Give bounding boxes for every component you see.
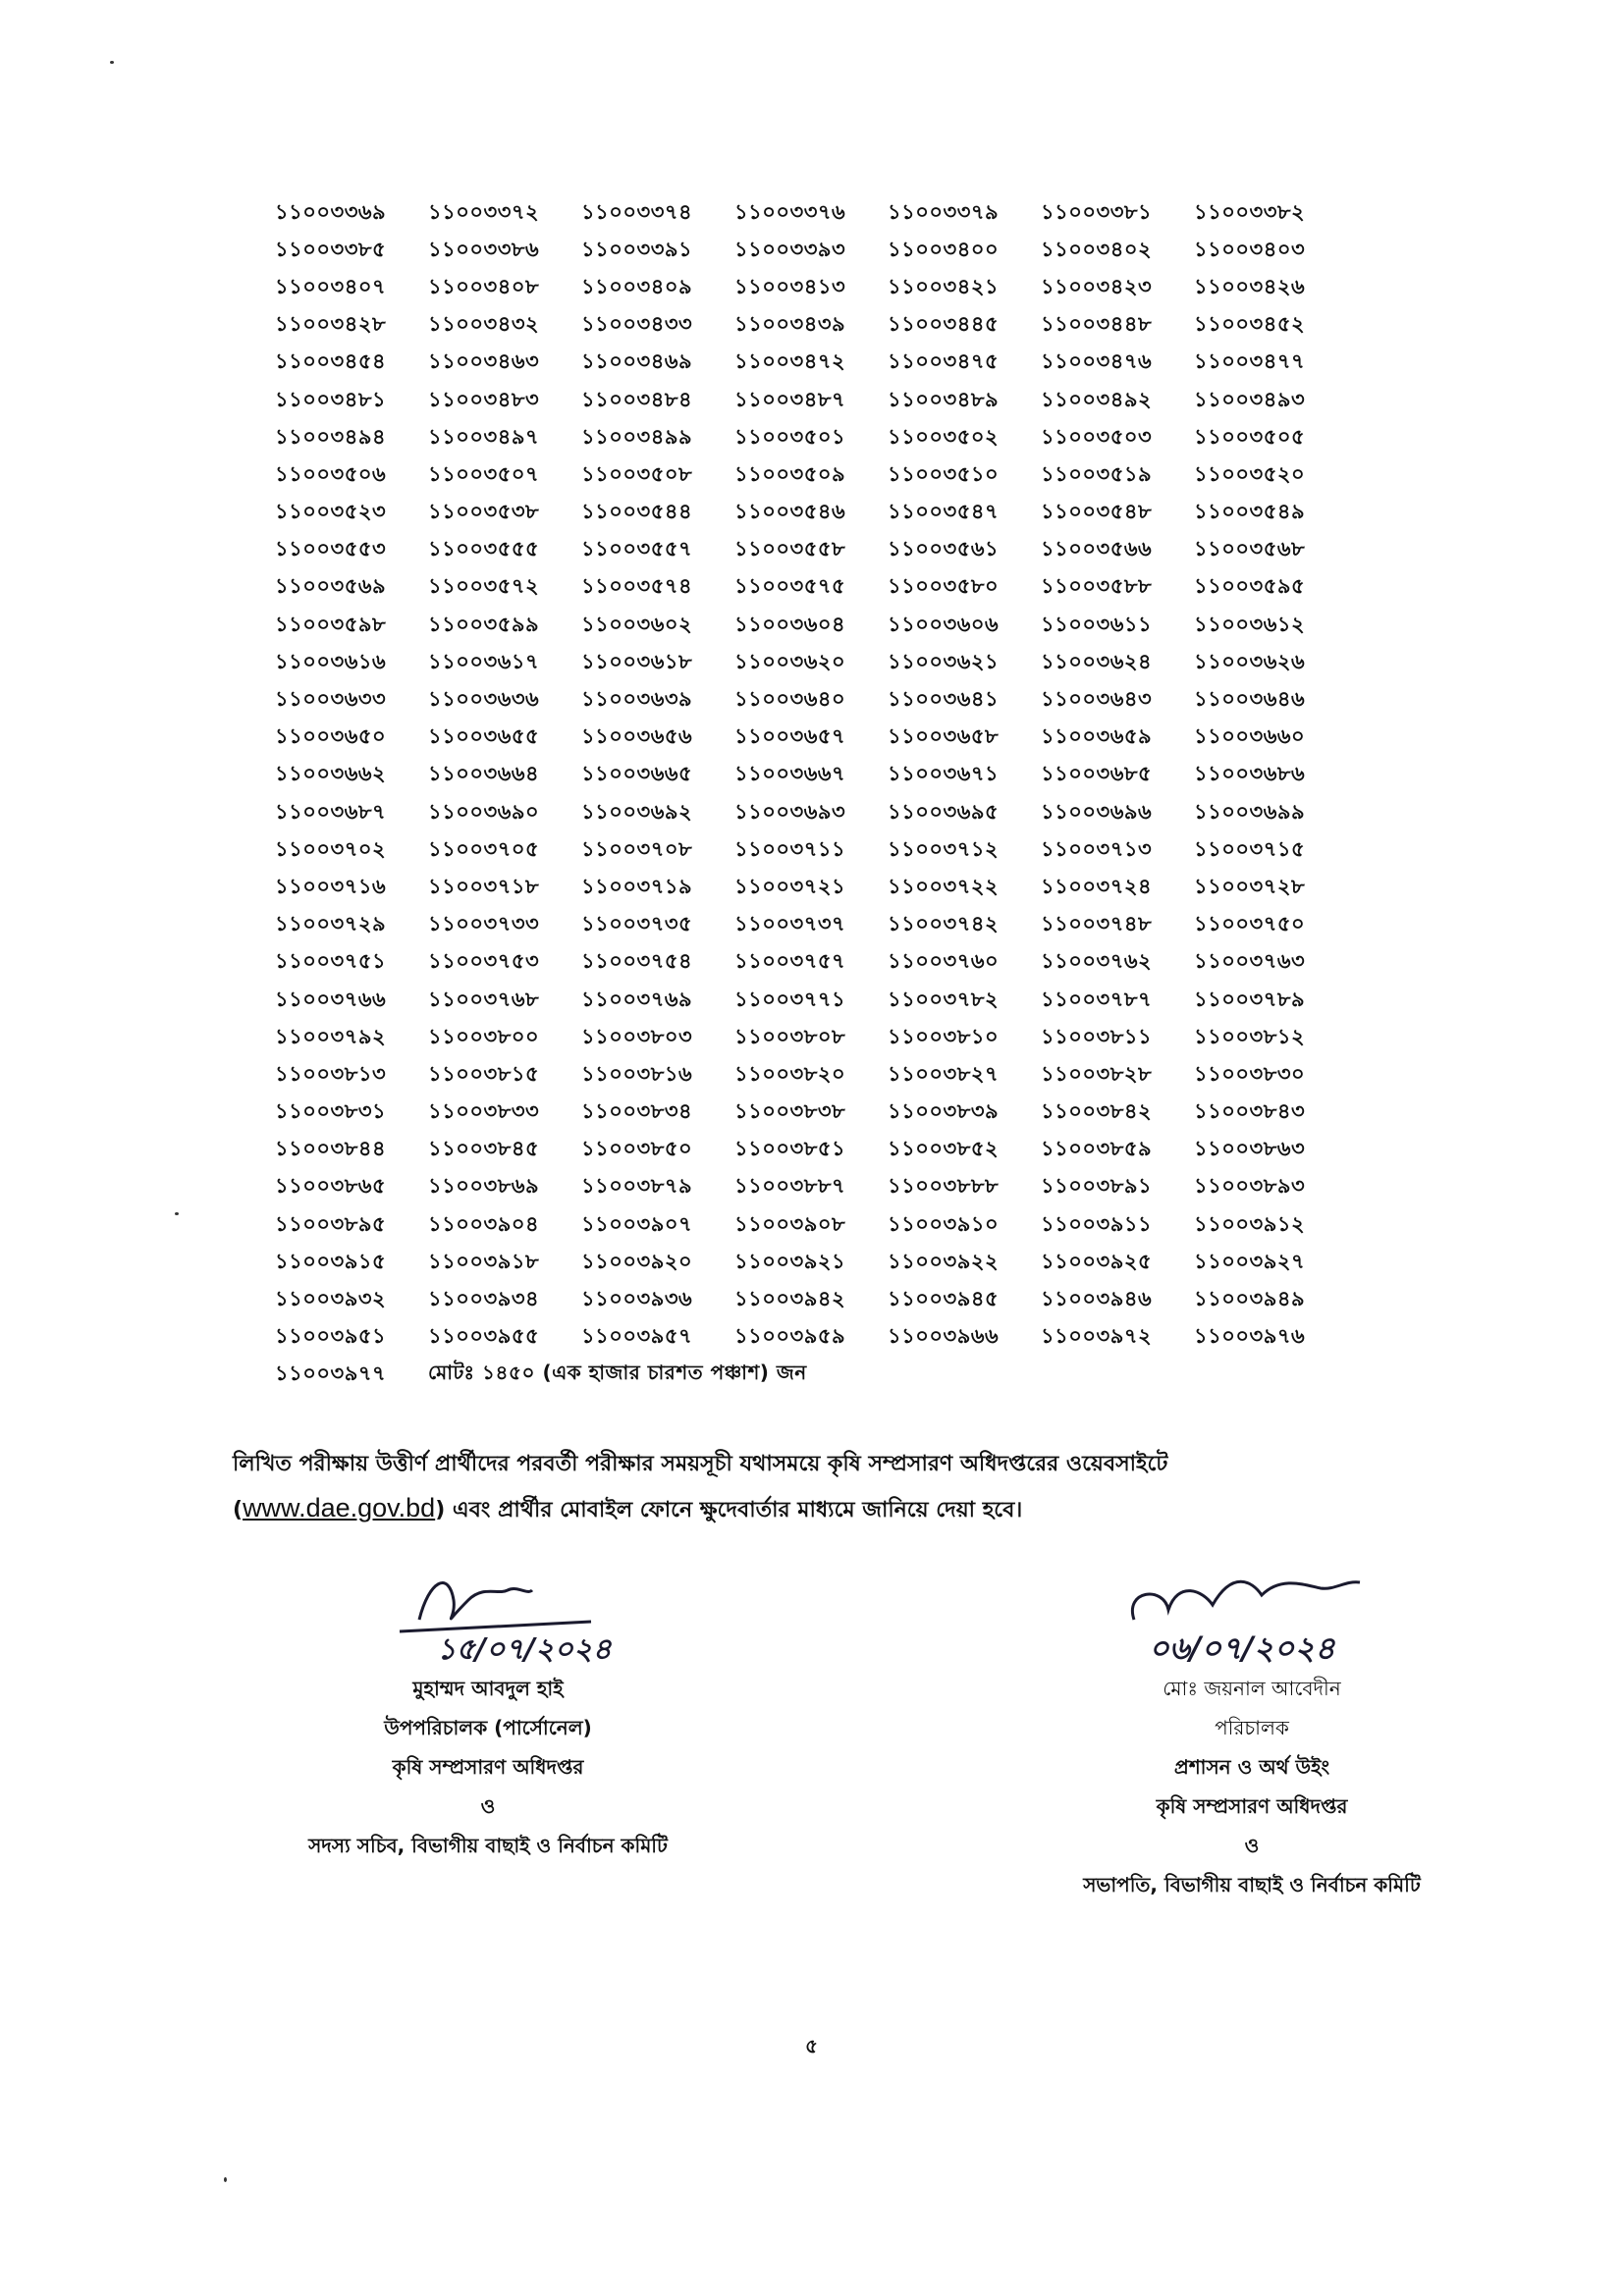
roll-number-cell: ১১০০৩৬৯৩ [734, 799, 846, 824]
roll-number-cell: ১১০০৩৪৫৪ [275, 349, 387, 374]
roll-number-cell: ১১০০৩৩৮২ [1194, 199, 1306, 224]
roll-number-cell: ১১০০৩৬৬৪ [428, 762, 540, 786]
roll-row [275, 681, 1347, 719]
roll-number-cell: ১১০০৩৯২৭ [1194, 1249, 1306, 1273]
roll-row [275, 869, 1347, 906]
roll-number-cell: ১১০০৩৪৯৩ [1194, 387, 1306, 411]
roll-number-cell: ১১০০৩৪৮৩ [428, 387, 540, 411]
roll-number-cell: ১১০০৩৫৯৯ [428, 612, 540, 636]
roll-number-cell: ১১০০৩৫০৯ [734, 461, 846, 486]
signatory-left-committee-role: সদস্য সচিব, বিভাগীয় বাছাই ও নির্বাচন কমিটি [308, 1834, 668, 1857]
roll-number-cell: ১১০০৩৭৫৩ [428, 949, 540, 974]
roll-number-cell: ১১০০৩৬৫৮ [888, 724, 1000, 749]
roll-number-cell: ১১০০৩৭০৮ [581, 836, 693, 861]
roll-number-cell: ১১০০৩৬৩৬ [428, 687, 540, 712]
roll-number-cell: ১১০০৩৬১৮ [581, 649, 693, 673]
signatory-right-name: মোঃ জয়নাল আবেদীন [1163, 1677, 1341, 1700]
roll-number-cell: ১১০০৩৯৩২ [275, 1287, 387, 1311]
roll-row [275, 720, 1347, 757]
roll-number-cell: ১১০০৩৮৬৩ [1194, 1137, 1306, 1161]
roll-number-cell: ১১০০৩৪৭৫ [888, 349, 1000, 374]
roll-number-cell: ১১০০৩৫৭৫ [734, 574, 846, 599]
roll-number-cell: ১১০০৩৫২০ [1194, 461, 1306, 486]
roll-number-cell: ১১০০৩৭৪৮ [1041, 912, 1153, 936]
notice-line-1: লিখিত পরীক্ষায় উত্তীর্ণ প্রার্থীদের পরবর্তী পরীক্ষার সময়সূচী যথাসময়ে কৃষি সম্প্রসারণ অধিদপ্তরের ওয়েবসাইটে [233, 1452, 1168, 1476]
roll-number-cell: ১১০০৩৪৭৭ [1194, 349, 1306, 374]
roll-number-cell: ১১০০৩৫০৩ [1041, 424, 1153, 449]
roll-row [275, 907, 1347, 944]
roll-number-cell: ১১০০৩৫০৭ [428, 461, 540, 486]
roll-row [275, 532, 1347, 569]
signatory-right-committee-role: সভাপতি, বিভাগীয় বাছাই ও নির্বাচন কমিটি [1083, 1873, 1421, 1896]
roll-number-cell: ১১০০৩৭১১ [734, 836, 846, 861]
roll-number-cell: ১১০০৩৮১১ [1041, 1024, 1153, 1048]
roll-number-cell: ১১০০৩৮৩৪ [581, 1099, 693, 1124]
roll-number-cell: ১১০০৩৬২১ [888, 649, 1000, 673]
roll-row [275, 495, 1347, 532]
roll-number-cell: ১১০০৩৭৬৩ [1194, 949, 1306, 974]
roll-number-cell: ১১০০৩৪০০ [888, 237, 1000, 261]
roll-number-cell: ১১০০৩৪০৮ [428, 274, 540, 298]
roll-number-cell: ১১০০৩৯৫১ [275, 1324, 387, 1349]
scan-speck [175, 1212, 179, 1215]
roll-number-cell: ১১০০৩৫৬৯ [275, 574, 387, 599]
roll-number-cell: ১১০০৩৪৮৪ [581, 387, 693, 411]
roll-number-cell: ১১০০৩৬৭১ [888, 762, 1000, 786]
roll-number-cell: ১১০০৩৯২৫ [1041, 1249, 1153, 1273]
roll-number-cell: ১১০০৩৬৬২ [275, 762, 387, 786]
roll-number-cell: ১১০০৩৯৩৬ [581, 1287, 693, 1311]
signatory-right-designation: পরিচালক [1215, 1716, 1289, 1739]
roll-number-cell: ১১০০৩৫০৫ [1194, 424, 1306, 449]
roll-row [275, 1056, 1347, 1094]
roll-number-cell: ১১০০৩৫৪৯ [1194, 500, 1306, 524]
roll-row [275, 419, 1347, 456]
roll-number-cell: ১১০০৩৬৩৯ [581, 687, 693, 712]
roll-number-cell: ১১০০৩৬৫৬ [581, 724, 693, 749]
roll-row [275, 1169, 1347, 1206]
roll-number-cell: ১১০০৩৮৩৩ [428, 1099, 540, 1124]
final-roll-number: ১১০০৩৯৭৭ [275, 1362, 387, 1386]
roll-number-cell: ১১০০৩৭৭১ [734, 987, 846, 1011]
roll-number-cell: ১১০০৩৯৫৭ [581, 1324, 693, 1349]
roll-row [275, 644, 1347, 681]
roll-number-cell: ১১০০৩৪৬৯ [581, 349, 693, 374]
roll-number-cell: ১১০০৩৮৮৮ [888, 1174, 1000, 1199]
roll-row [275, 382, 1347, 419]
roll-number-cell: ১১০০৩৭৫১ [275, 949, 387, 974]
roll-number-cell: ১১০০৩৫৯৫ [1194, 574, 1306, 599]
roll-number-cell: ১১০০৩৬৫৭ [734, 724, 846, 749]
roll-number-cell: ১১০০৩৬৮৬ [1194, 762, 1306, 786]
roll-number-cell: ১১০০৩৫১০ [888, 461, 1000, 486]
roll-number-cell: ১১০০৩৬০২ [581, 612, 693, 636]
roll-number-cell: ১১০০৩৭৮৯ [1194, 987, 1306, 1011]
roll-number-cell: ১১০০৩৩৮৫ [275, 237, 387, 261]
roll-number-cell: ১১০০৩৭৫৪ [581, 949, 693, 974]
roll-number-cell: ১১০০৩৩৭৪ [581, 199, 693, 224]
roll-row [275, 345, 1347, 382]
roll-number-cell: ১১০০৩৮৫২ [888, 1137, 1000, 1161]
roll-number-cell: ১১০০৩৮১২ [1194, 1024, 1306, 1048]
roll-number-cell: ১১০০৩৯২১ [734, 1249, 846, 1273]
roll-number-cell: ১১০০৩৬৯২ [581, 799, 693, 824]
roll-number-cell: ১১০০৩৯৫৫ [428, 1324, 540, 1349]
roll-number-cell: ১১০০৩৭০২ [275, 836, 387, 861]
roll-number-cell: ১১০০৩৭৩৫ [581, 912, 693, 936]
roll-number-cell: ১১০০৩৬২৬ [1194, 649, 1306, 673]
total-row [275, 1357, 1347, 1394]
roll-number-cell: ১১০০৩৮৬৫ [275, 1174, 387, 1199]
roll-number-cell: ১১০০৩৪৯৭ [428, 424, 540, 449]
roll-number-cell: ১১০০৩৫৬৬ [1041, 537, 1153, 561]
roll-number-cell: ১১০০৩৫৪৬ [734, 500, 846, 524]
roll-number-cell: ১১০০৩৬৪৬ [1194, 687, 1306, 712]
roll-number-cell: ১১০০৩৪২৬ [1194, 274, 1306, 298]
roll-number-cell: ১১০০৩৭৩৭ [734, 912, 846, 936]
roll-number-cell: ১১০০৩৫২৩ [275, 500, 387, 524]
roll-number-cell: ১১০০৩৭৫০ [1194, 912, 1306, 936]
roll-row [275, 456, 1347, 494]
notice-line-2 [233, 1486, 1391, 1532]
roll-number-cell: ১১০০৩৫৪৮ [1041, 500, 1153, 524]
roll-number-cell: ১১০০৩৮০৮ [734, 1024, 846, 1048]
signatory-left-designation: উপপরিচালক (পার্সোনেল) [384, 1716, 592, 1739]
signatory-left-conjunction: ও [480, 1794, 496, 1818]
roll-number-cell: ১১০০৩৭১৯ [581, 874, 693, 898]
roll-number-cell: ১১০০৩৮৯১ [1041, 1174, 1153, 1199]
roll-number-cell: ১১০০৩৫৬৮ [1194, 537, 1306, 561]
roll-number-cell: ১১০০৩৮২০ [734, 1061, 846, 1086]
notice-paren-open: ( [233, 1498, 243, 1522]
roll-number-cell: ১১০০৩৫৮০ [888, 574, 1000, 599]
roll-row [275, 1281, 1347, 1318]
roll-number-cell: ১১০০৩৯০৪ [428, 1211, 540, 1236]
scan-speck [110, 61, 114, 64]
roll-number-cell: ১১০০৩৭১২ [888, 836, 1000, 861]
roll-number-cell: ১১০০৩৪০২ [1041, 237, 1153, 261]
roll-number-cell: ১১০০৩৮৯৩ [1194, 1174, 1306, 1199]
roll-number-cell: ১১০০৩৪৭৬ [1041, 349, 1153, 374]
roll-number-cell: ১১০০৩৬৯৯ [1194, 799, 1306, 824]
roll-number-cell: ১১০০৩৮৫৯ [1041, 1137, 1153, 1161]
roll-number-cell: ১১০০৩৭০৫ [428, 836, 540, 861]
roll-number-cell: ১১০০৩৭২৯ [275, 912, 387, 936]
roll-row [275, 232, 1347, 269]
roll-number-cell: ১১০০৩৯৪৫ [888, 1287, 1000, 1311]
roll-number-cell: ১১০০৩৬৪১ [888, 687, 1000, 712]
roll-number-cell: ১১০০৩৮৯৫ [275, 1211, 387, 1236]
roll-number-cell: ১১০০৩৫৫৫ [428, 537, 540, 561]
roll-number-cell: ১১০০৩৩৮৬ [428, 237, 540, 261]
roll-number-cell: ১১০০৩৯১০ [888, 1211, 1000, 1236]
roll-number-cell: ১১০০৩৯২০ [581, 1249, 693, 1273]
roll-number-cell: ১১০০৩৫৬১ [888, 537, 1000, 561]
roll-number-cell: ১১০০৩৯১৮ [428, 1249, 540, 1273]
roll-number-cell: ১১০০৩৮১৬ [581, 1061, 693, 1086]
roll-number-cell: ১১০০৩৮৩১ [275, 1099, 387, 1124]
signatory-right-conjunction: ও [1244, 1834, 1260, 1857]
roll-number-rows [275, 194, 1347, 1357]
roll-number-cell: ১১০০৩৯৭৬ [1194, 1324, 1306, 1349]
roll-number-cell: ১১০০৩৭৮৭ [1041, 987, 1153, 1011]
roll-number-cell: ১১০০৩৬৫৫ [428, 724, 540, 749]
roll-number-cell: ১১০০৩৪২৮ [275, 312, 387, 337]
roll-row [275, 269, 1347, 306]
roll-row [275, 1206, 1347, 1244]
signature-right-date: ০৬/০৭/২০২৪ [1149, 1629, 1335, 1667]
roll-number-cell: ১১০০৩৭২৮ [1194, 874, 1306, 898]
signature-left-image [360, 1561, 616, 1669]
roll-number-cell: ১১০০৩৮৪৩ [1194, 1099, 1306, 1124]
roll-number-cell: ১১০০৩৯২২ [888, 1249, 1000, 1273]
roll-row [275, 944, 1347, 982]
roll-number-cell: ১১০০৩৩৯১ [581, 237, 693, 261]
roll-number-cell: ১১০০৩৬৯০ [428, 799, 540, 824]
roll-number-cell: ১১০০৩৬৬০ [1194, 724, 1306, 749]
roll-number-cell: ১১০০৩৫৭৪ [581, 574, 693, 599]
roll-number-cell: ১১০০৩৬৫০ [275, 724, 387, 749]
roll-number-cell: ১১০০৩৫০২ [888, 424, 1000, 449]
roll-number-cell: ১১০০৩৪৬৩ [428, 349, 540, 374]
roll-row [275, 1319, 1347, 1357]
roll-number-cell: ১১০০৩৮৮৭ [734, 1174, 846, 1199]
roll-number-cell: ১১০০৩৫৪৭ [888, 500, 1000, 524]
roll-number-cell: ১১০০৩৮৬৯ [428, 1174, 540, 1199]
roll-row [275, 1095, 1347, 1132]
roll-number-cell: ১১০০৩৭১৩ [1041, 836, 1153, 861]
roll-number-cell: ১১০০৩৪০৯ [581, 274, 693, 298]
roll-number-cell: ১১০০৩৭৬৮ [428, 987, 540, 1011]
roll-number-cell: ১১০০৩৬০৬ [888, 612, 1000, 636]
page-number: ৫ [805, 2034, 818, 2057]
roll-number-cell: ১১০০৩৮২৮ [1041, 1061, 1153, 1086]
roll-number-cell: ১১০০৩৪৯৯ [581, 424, 693, 449]
roll-number-cell: ১১০০৩৪০৩ [1194, 237, 1306, 261]
roll-number-cell: ১১০০৩৭৯২ [275, 1024, 387, 1048]
roll-number-cell: ১১০০৩৩৭২ [428, 199, 540, 224]
roll-number-cell: ১১০০৩৮০৩ [581, 1024, 693, 1048]
roll-number-cell: ১১০০৩৪৮৭ [734, 387, 846, 411]
website-link[interactable]: www.dae.gov.bd [243, 1493, 436, 1522]
roll-number-cell: ১১০০৩৪৩৯ [734, 312, 846, 337]
roll-number-cell: ১১০০৩৯৪৯ [1194, 1287, 1306, 1311]
roll-number-cell: ১১০০৩৯৫৯ [734, 1324, 846, 1349]
roll-number-cell: ১১০০৩৯৩৪ [428, 1287, 540, 1311]
roll-number-cell: ১১০০৩৭৬০ [888, 949, 1000, 974]
roll-number-cell: ১১০০৩৬২০ [734, 649, 846, 673]
roll-number-cell: ১১০০৩৮৫০ [581, 1137, 693, 1161]
roll-number-cell: ১১০০৩৭১৫ [1194, 836, 1306, 861]
roll-number-table [275, 194, 1347, 1394]
roll-number-cell: ১১০০৩৮৪২ [1041, 1099, 1153, 1124]
roll-number-cell: ১১০০৩৮৩৯ [888, 1099, 1000, 1124]
roll-row [275, 757, 1347, 794]
roll-number-cell: ১১০০৩৬৮৫ [1041, 762, 1153, 786]
signature-right-image [1095, 1561, 1409, 1669]
roll-row [275, 307, 1347, 345]
roll-number-cell: ১১০০৩৯৪২ [734, 1287, 846, 1311]
roll-number-cell: ১১০০৩৭৬২ [1041, 949, 1153, 974]
roll-number-cell: ১১০০৩৩৭৯ [888, 199, 1000, 224]
roll-number-cell: ১১০০৩৮২৭ [888, 1061, 1000, 1086]
roll-number-cell: ১১০০৩৫৫৭ [581, 537, 693, 561]
roll-number-cell: ১১০০৩৮৪৫ [428, 1137, 540, 1161]
roll-number-cell: ১১০০৩৮১৫ [428, 1061, 540, 1086]
roll-number-cell: ১১০০৩৩৯৩ [734, 237, 846, 261]
signature-left-date: ১৫/০৭/২০২৪ [437, 1632, 612, 1667]
roll-number-cell: ১১০০৩৪৮৯ [888, 387, 1000, 411]
roll-number-cell: ১১০০৩৭৬৬ [275, 987, 387, 1011]
roll-number-cell: ১১০০৩৬৩৩ [275, 687, 387, 712]
roll-number-cell: ১১০০৩৫৯৮ [275, 612, 387, 636]
roll-number-cell: ১১০০৩৪১৩ [734, 274, 846, 298]
roll-number-cell: ১১০০৩৬০৪ [734, 612, 846, 636]
roll-number-cell: ১১০০৩৬৬৭ [734, 762, 846, 786]
roll-number-cell: ১১০০৩৭১৮ [428, 874, 540, 898]
roll-number-cell: ১১০০৩৪৯৪ [275, 424, 387, 449]
total-candidates: মোটঃ ১৪৫০ (এক হাজার চারশত পঞ্চাশ) জন [428, 1361, 807, 1385]
roll-number-cell: ১১০০৩৭৫৭ [734, 949, 846, 974]
roll-number-cell: ১১০০৩৫০১ [734, 424, 846, 449]
signatory-left-name: মুহাম্মদ আবদুল হাই [412, 1677, 564, 1700]
roll-number-cell: ১১০০৩৮৫১ [734, 1137, 846, 1161]
roll-number-cell: ১১০০৩৯৬৬ [888, 1324, 1000, 1349]
roll-number-cell: ১১০০৩৫৮৮ [1041, 574, 1153, 599]
roll-number-cell: ১১০০৩৯০৭ [581, 1211, 693, 1236]
roll-number-cell: ১১০০৩৬৪৩ [1041, 687, 1153, 712]
roll-number-cell: ১১০০৩৫০৮ [581, 461, 693, 486]
signatory-right [997, 1561, 1507, 1904]
roll-number-cell: ১১০০৩৯১১ [1041, 1211, 1153, 1236]
roll-row [275, 1019, 1347, 1056]
roll-number-cell: ১১০০৩৪০৭ [275, 274, 387, 298]
roll-number-cell: ১১০০৩৫৩৮ [428, 500, 540, 524]
roll-number-cell: ১১০০৩৬১২ [1194, 612, 1306, 636]
roll-row [275, 569, 1347, 607]
roll-number-cell: ১১০০৩৪২৩ [1041, 274, 1153, 298]
signatory-right-office: কৃষি সম্প্রসারণ অধিদপ্তর [1156, 1794, 1348, 1818]
roll-number-cell: ১১০০৩৭৮২ [888, 987, 1000, 1011]
roll-number-cell: ১১০০৩৮৪৪ [275, 1137, 387, 1161]
roll-number-cell: ১১০০৩৫৫৮ [734, 537, 846, 561]
roll-number-cell: ১১০০৩৭৪২ [888, 912, 1000, 936]
roll-number-cell: ১১০০৩৭২২ [888, 874, 1000, 898]
roll-number-cell: ১১০০৩৫৭২ [428, 574, 540, 599]
signatory-left [233, 1561, 743, 1865]
roll-number-cell: ১১০০৩৪৩২ [428, 312, 540, 337]
signatory-right-wing: প্রশাসন ও অর্থ উইং [1173, 1755, 1330, 1779]
roll-number-cell: ১১০০৩৪৯২ [1041, 387, 1153, 411]
roll-number-cell: ১১০০৩৬২৪ [1041, 649, 1153, 673]
roll-number-cell: ১১০০৩৫০৬ [275, 461, 387, 486]
roll-number-cell: ১১০০৩৪৫২ [1194, 312, 1306, 337]
roll-number-cell: ১১০০৩৬১১ [1041, 612, 1153, 636]
roll-number-cell: ১১০০৩৬১৬ [275, 649, 387, 673]
scan-speck [224, 2177, 227, 2182]
roll-row [275, 607, 1347, 644]
roll-number-cell: ১১০০৩৬১৭ [428, 649, 540, 673]
roll-number-cell: ১১০০৩৫৫৩ [275, 537, 387, 561]
roll-row [275, 194, 1347, 232]
roll-number-cell: ১১০০৩৪৪৮ [1041, 312, 1153, 337]
roll-number-cell: ১১০০৩৬৮৭ [275, 799, 387, 824]
signatory-left-office: কৃষি সম্প্রসারণ অধিদপ্তর [392, 1755, 584, 1779]
roll-number-cell: ১১০০৩৯৭২ [1041, 1324, 1153, 1349]
roll-row [275, 831, 1347, 869]
roll-number-cell: ১১০০৩৭৬৯ [581, 987, 693, 1011]
roll-number-cell: ১১০০৩৯১৫ [275, 1249, 387, 1273]
roll-number-cell: ১১০০৩৬৫৯ [1041, 724, 1153, 749]
roll-number-cell: ১১০০৩৮৩০ [1194, 1061, 1306, 1086]
roll-number-cell: ১১০০৩৭২১ [734, 874, 846, 898]
roll-number-cell: ১১০০৩৭৩৩ [428, 912, 540, 936]
roll-number-cell: ১১০০৩৭২৪ [1041, 874, 1153, 898]
roll-number-cell: ১১০০৩৪৩৩ [581, 312, 693, 337]
roll-number-cell: ১১০০৩৮০০ [428, 1024, 540, 1048]
roll-number-cell: ১১০০৩৭১৬ [275, 874, 387, 898]
roll-number-cell: ১১০০৩৪৪৫ [888, 312, 1000, 337]
roll-number-cell: ১১০০৩৬৪০ [734, 687, 846, 712]
roll-number-cell: ১১০০৩৩৬৯ [275, 199, 387, 224]
roll-number-cell: ১১০০৩৩৭৬ [734, 199, 846, 224]
roll-number-cell: ১১০০৩৮৭৯ [581, 1174, 693, 1199]
roll-number-cell: ১১০০৩৮৩৮ [734, 1099, 846, 1124]
roll-number-cell: ১১০০৩৪২১ [888, 274, 1000, 298]
roll-number-cell: ১১০০৩৯০৮ [734, 1211, 846, 1236]
roll-number-cell: ১১০০৩৫১৯ [1041, 461, 1153, 486]
roll-number-cell: ১১০০৩৬৯৫ [888, 799, 1000, 824]
roll-number-cell: ১১০০৩৮১০ [888, 1024, 1000, 1048]
roll-row [275, 1244, 1347, 1281]
roll-number-cell: ১১০০৩৯৪৬ [1041, 1287, 1153, 1311]
roll-number-cell: ১১০০৩৩৮১ [1041, 199, 1153, 224]
notice-line-2-rest: ) এবং প্রার্থীর মোবাইল ফোনে ক্ষুদেবার্তার মাধ্যমে জানিয়ে দেয়া হবে। [435, 1498, 1023, 1522]
roll-row [275, 1132, 1347, 1169]
roll-row [275, 794, 1347, 831]
roll-row [275, 982, 1347, 1019]
roll-number-cell: ১১০০৩৪৭২ [734, 349, 846, 374]
roll-number-cell: ১১০০৩৫৪৪ [581, 500, 693, 524]
roll-number-cell: ১১০০৩৯১২ [1194, 1211, 1306, 1236]
roll-number-cell: ১১০০৩৬৯৬ [1041, 799, 1153, 824]
roll-number-cell: ১১০০৩৮১৩ [275, 1061, 387, 1086]
roll-number-cell: ১১০০৩৬৬৫ [581, 762, 693, 786]
roll-number-cell: ১১০০৩৪৮১ [275, 387, 387, 411]
notice-paragraph [233, 1443, 1391, 1532]
